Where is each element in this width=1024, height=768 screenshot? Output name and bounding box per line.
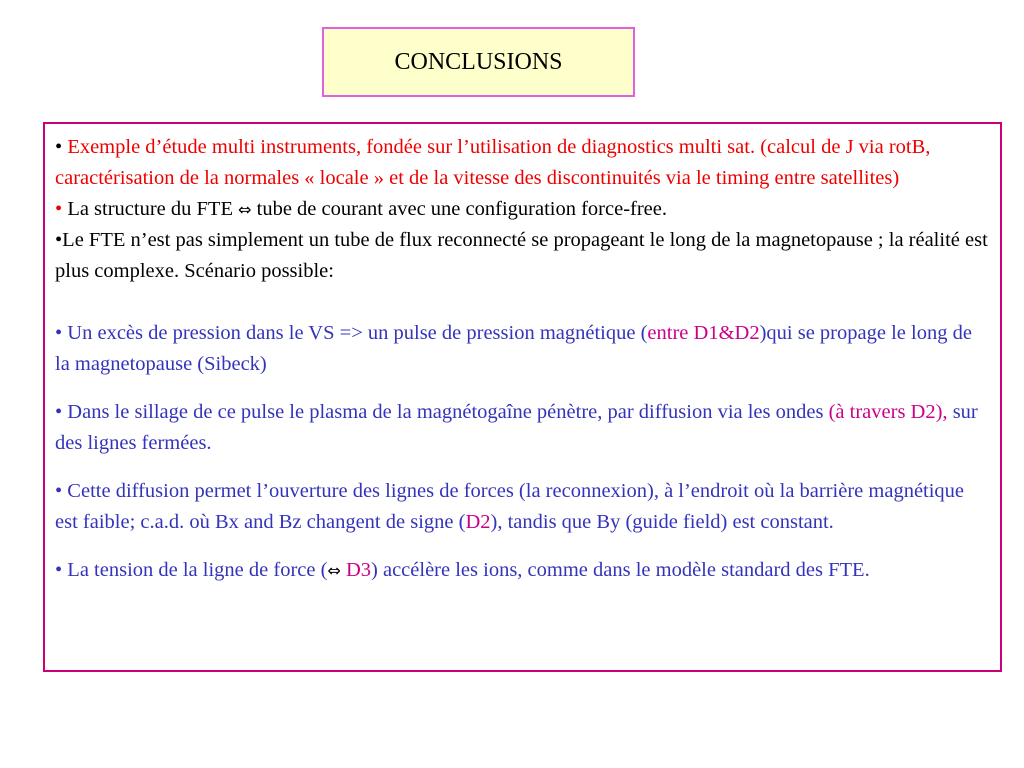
- highlight-text: D2: [465, 511, 491, 533]
- paragraph-text: La structure du FTE: [62, 198, 239, 220]
- bullet-marker: •: [55, 198, 63, 220]
- page-title: CONCLUSIONS: [394, 48, 563, 75]
- spacer: [55, 287, 990, 318]
- paragraph-multi-instrument: [55, 132, 990, 194]
- left-right-outline-arrow-icon: ⇔: [327, 561, 341, 580]
- paragraph-text: • Un excès de pression dans le VS => un pulse de pression magnétique (: [55, 322, 648, 344]
- left-right-outline-arrow-icon: ⇔: [238, 200, 252, 219]
- paragraph-text: )qui se propage le long de la magnetopause (Sibeck): [55, 322, 972, 375]
- paragraph-pressure-pulse: [55, 318, 990, 380]
- paragraph-reconnection: [55, 476, 990, 538]
- spacer: [55, 459, 990, 476]
- conclusions-content-box: [43, 122, 1002, 672]
- paragraph-text: tube de courant avec une configuration force-free.: [251, 198, 667, 220]
- spacer: [55, 380, 990, 397]
- paragraph-fte-structure: [55, 194, 990, 225]
- title-box: [322, 27, 635, 97]
- paragraph-text: Exemple d’étude multi instruments, fondée sur l’utilisation de diagnostics multi sat. (calcul de J via rotB, caractérisation de la normales « locale » et de la vitesse des discontinuités via le timing entre satellites): [55, 136, 931, 189]
- paragraph-text: • La tension de la ligne de force (: [55, 559, 328, 581]
- spacer: [55, 538, 990, 555]
- highlight-text: (à travers D2),: [828, 401, 948, 423]
- highlight-text: entre D1&D2: [647, 322, 760, 344]
- paragraph-text: ), tandis que By (guide field) est constant.: [490, 511, 834, 533]
- highlight-text: D3: [340, 559, 372, 581]
- paragraph-text: • Cette diffusion permet l’ouverture des lignes de forces (la reconnexion), à l’endroit où la barrière magnétique est faible; c.a.d. où Bx and Bz changent de signe (: [55, 480, 965, 533]
- paragraph-plasma-diffusion: [55, 397, 990, 459]
- paragraph-field-tension: [55, 555, 990, 586]
- paragraph-text: sur des lignes fermées.: [55, 401, 978, 454]
- paragraph-text: • Dans le sillage de ce pulse le plasma de la magnétogaîne pénètre, par diffusion via les ondes: [55, 401, 829, 423]
- bullet-marker: •: [55, 136, 63, 158]
- paragraph-text: •Le FTE n’est pas simplement un tube de flux reconnecté se propageant le long de la magnetopause ; la réalité est plus complexe. Scénario possible:: [55, 229, 988, 282]
- paragraph-text: ) accélère les ions, comme dans le modèle standard des FTE.: [371, 559, 870, 581]
- paragraph-fte-complex: [55, 225, 990, 287]
